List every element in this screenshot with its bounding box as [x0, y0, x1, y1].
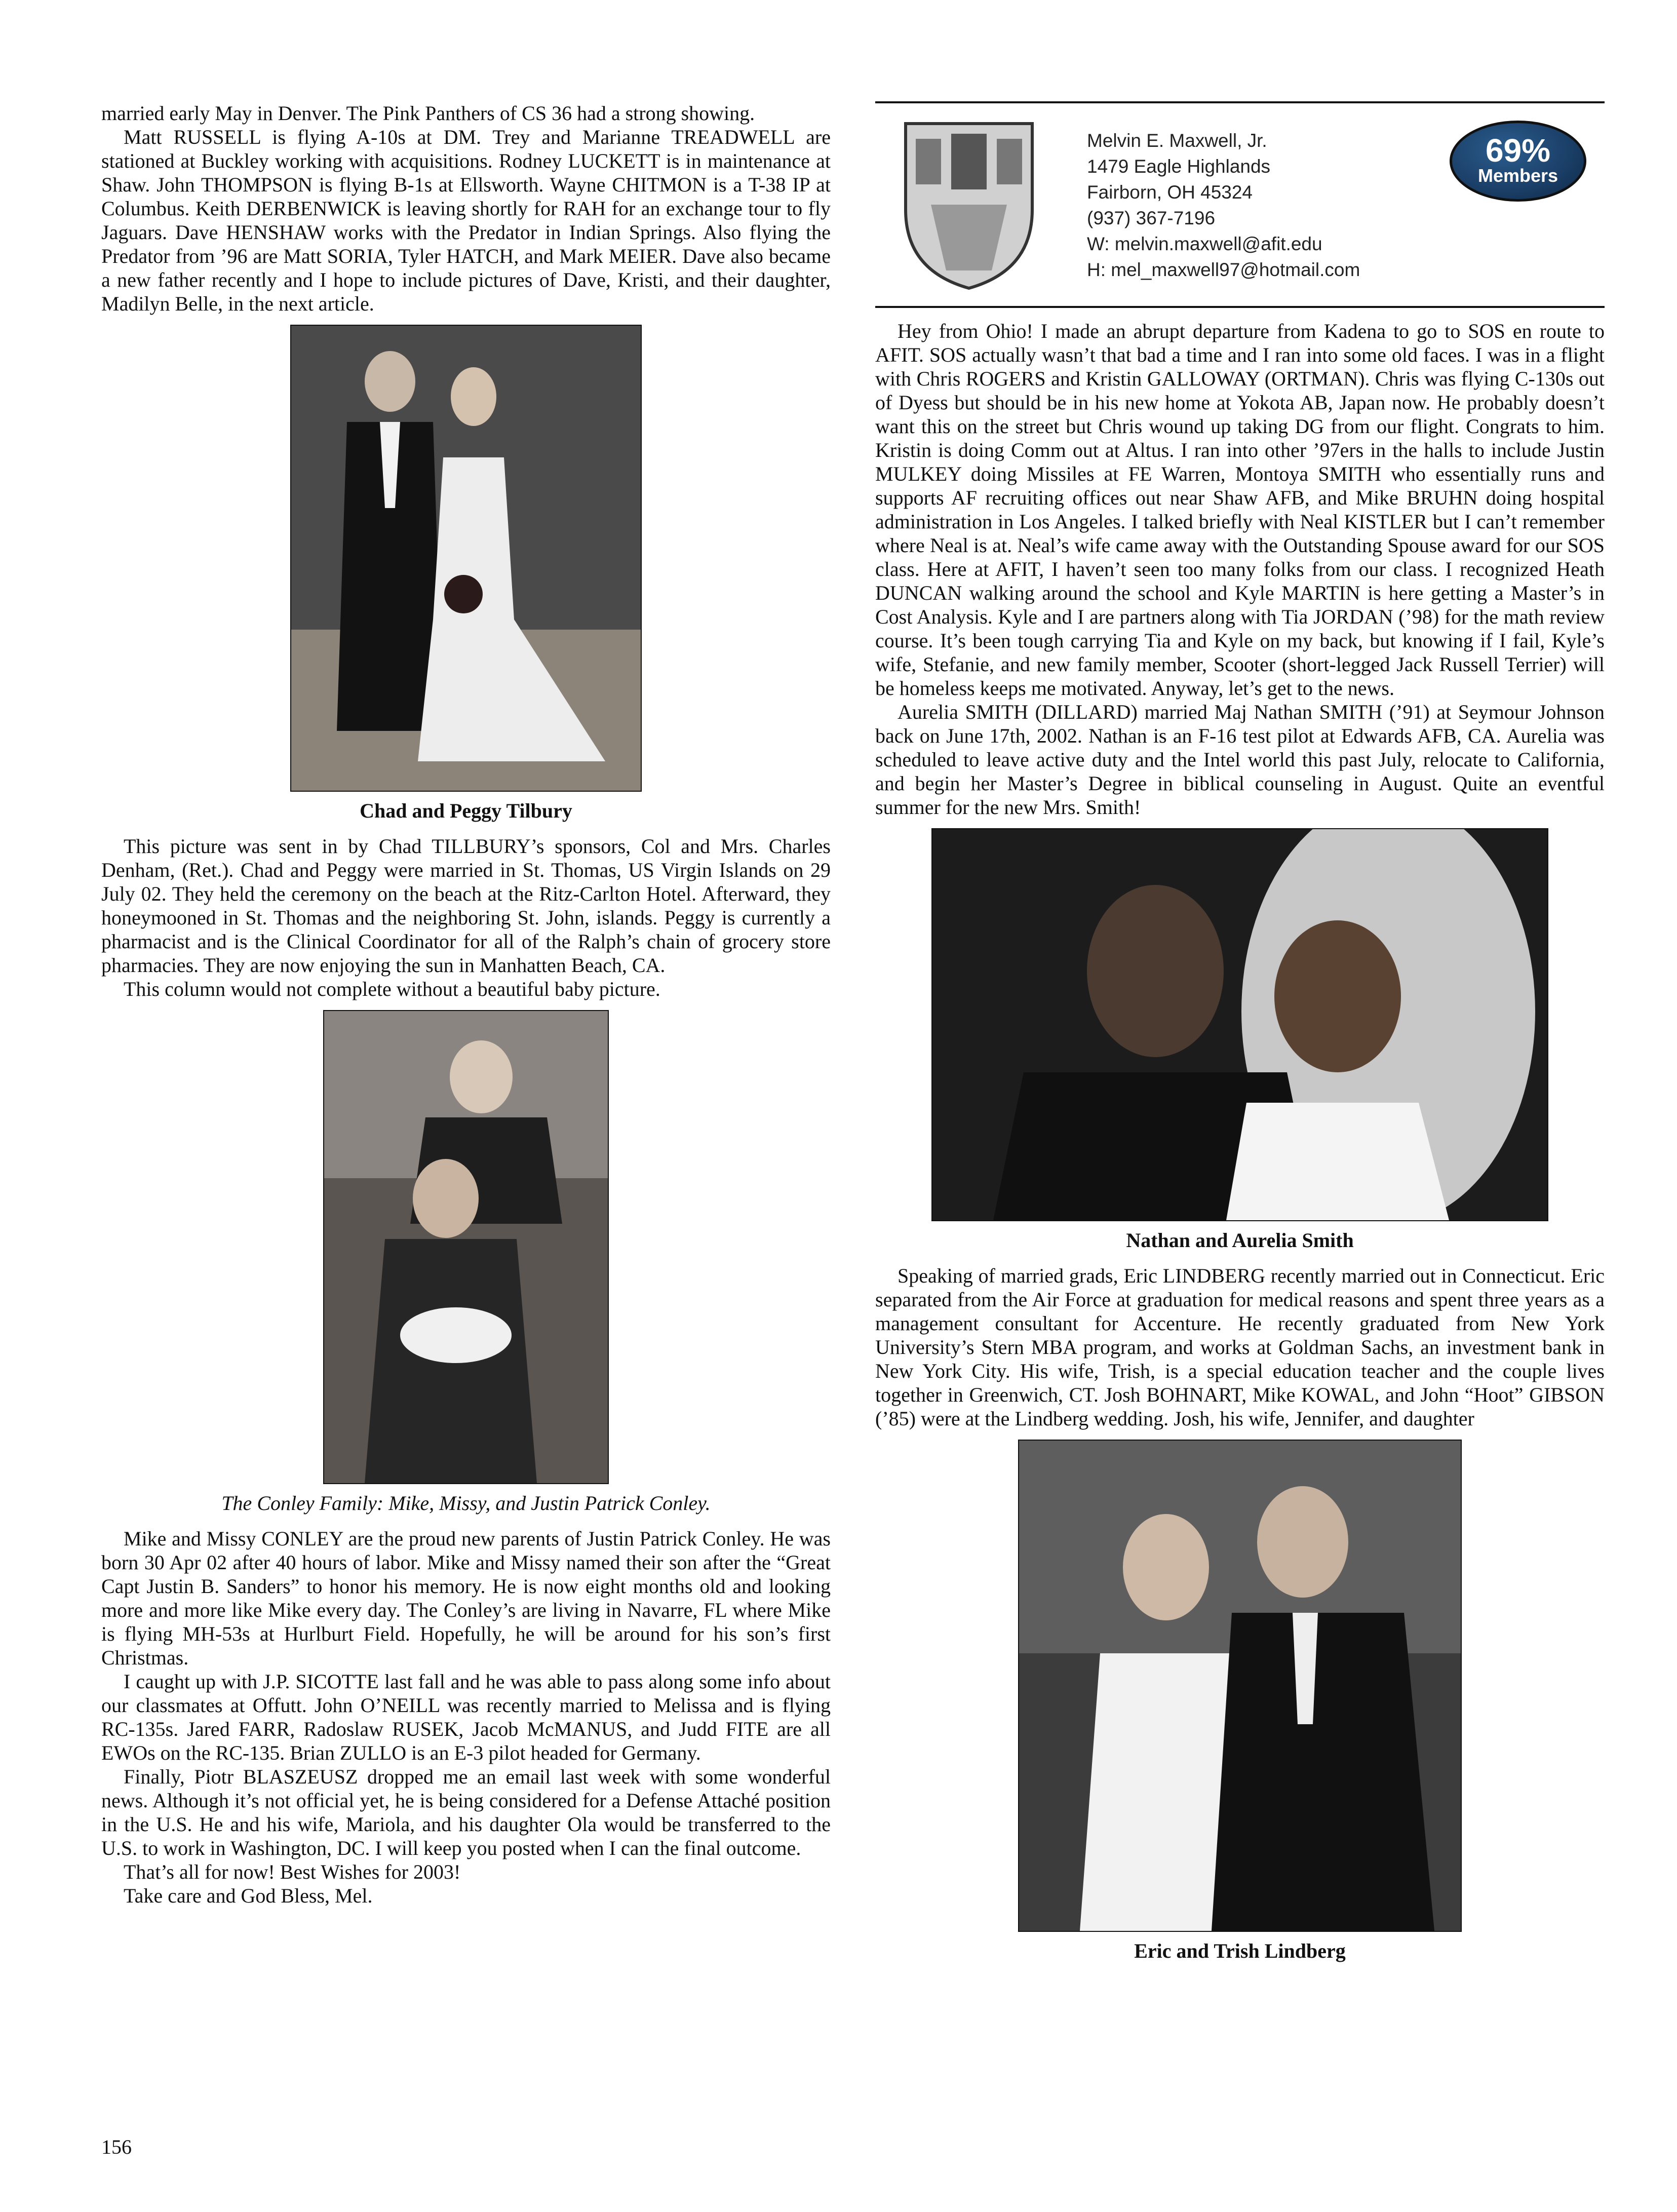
page-number: 156: [101, 2136, 132, 2158]
photo-lindberg-wedding: [1018, 1440, 1462, 1932]
contact-info: [1087, 128, 1360, 283]
contact-name: Melvin E. Maxwell, Jr.: [1087, 130, 1267, 151]
paragraph: Matt RUSSELL is flying A-10s at DM. Trey and Marianne TREADWELL are stationed at Buckley working with acquisitions. Rodney LUCKETT is in maintenance at Shaw. John THOMPSON is flying B-1s at Ellsworth. Wayne CHITMON is a T-38 IP at Columbus. Keith DERBENWICK is leaving shortly for RAH for an exchange tour to fly Jaguars. Dave HENSHAW works with the Predator in Indian Springs. Also flying the Predator from ’96 are Matt SORIA, Tyler HATCH, and Mark MEIER. Dave also became a new father recently and I hope to include pictures of Dave, Kristi, and their daughter, Madilyn Belle, in the next article.: [101, 126, 831, 315]
photo-caption: The Conley Family: Mike, Missy, and Justin Patrick Conley.: [221, 1492, 711, 1515]
membership-badge: [1450, 121, 1586, 202]
paragraph: Aurelia SMITH (DILLARD) married Maj Nathan SMITH (’91) at Seymour Johnson back on June 17th, 2002. Nathan is an F-16 test pilot at Edwards AFB, CA. Aurelia was scheduled to leave active duty and the Intel world this past July, relocate to California, and begin her Master’s Degree in biblical counseling in August. Quite an eventful summer for the new Mrs. Smith!: [875, 701, 1605, 819]
smith-photo-art: [932, 829, 1547, 1220]
paragraph: This column would not complete without a beautiful baby picture.: [124, 978, 660, 1000]
contact-city: Fairborn, OH 45324: [1087, 182, 1253, 203]
paragraph: Mike and Missy CONLEY are the proud new parents of Justin Patrick Conley. He was born 30 Apr 02 after 40 hours of labor. Mike and Missy named their son after the “Great Capt Justin B. Sanders” to honor his memory. He is now eight months old and looking more and more like Mike every day. The Conley’s are living in Navarre, FL where Mike is flying MH-53s at Hurlburt Field. Hopefully, he will be around for his son’s first Christmas.: [101, 1527, 831, 1669]
paragraph: This picture was sent in by Chad TILLBURY’s sponsors, Col and Mrs. Charles Denham, (Ret.). Chad and Peggy were married in St. Thomas, US Virgin Islands on 29 July 02. They held the ceremony on the beach at the Ritz-Carlton Hotel. Afterward, they honeymooned in St. Thomas and the neighboring St. John, islands. Peggy is currently a pharmacist and is the Clinical Coordinator for all of the Ralph’s chain of grocery store pharmacies. They are now enjoying the sun in Manhatten Beach, CA.: [101, 835, 831, 977]
photo-caption: Chad and Peggy Tilbury: [360, 799, 572, 822]
membership-label: Members: [1477, 165, 1558, 186]
photo-caption: Nathan and Aurelia Smith: [1126, 1229, 1354, 1252]
family-photo-art: [324, 1011, 608, 1483]
photo-conley-family: [323, 1010, 609, 1484]
lindberg-photo-art: [1019, 1441, 1461, 1931]
contact-home-email[interactable]: H: mel_maxwell97@hotmail.com: [1087, 259, 1360, 280]
contact-street: 1479 Eagle Highlands: [1087, 156, 1271, 177]
contact-phone: (937) 367-7196: [1087, 208, 1216, 228]
paragraph: That’s all for now! Best Wishes for 2003!: [124, 1860, 461, 1883]
wedding-photo-art: [291, 326, 641, 791]
photo-tilbury-wedding: [290, 325, 642, 792]
paragraph: married early May in Denver. The Pink Panthers of CS 36 had a strong showing.: [101, 102, 755, 125]
paragraph: Take care and God Bless, Mel.: [124, 1884, 373, 1907]
paragraph: Finally, Piotr BLASZEUSZ dropped me an email last week with some wonderful news. Although it’s not official yet, he is being considered for a Defense Attaché position in the U.S. He and his wife, Mariola, and his daughter Ola would be transferred to the U.S. to work in Washington, DC. I will keep you posted when I can the final outcome.: [101, 1765, 831, 1859]
paragraph: Speaking of married grads, Eric LINDBERG recently married out in Connecticut. Eric separated from the Air Force at graduation for medical reasons and spent three years as a management consultant for Accenture. He recently graduated from New York University’s Stern MBA program, and works at Goldman Sachs, an investment bank in New York City. His wife, Trish, is a special education teacher and the couple lives together in Greenwich, CT. Josh BOHNART, Mike KOWAL, and John “Hoot” GIBSON (’85) were at the Lindberg wedding. Josh, his wife, Jennifer, and daughter: [875, 1264, 1605, 1430]
photo-caption: Eric and Trish Lindberg: [1134, 1939, 1346, 1962]
photo-smith-wedding: [931, 828, 1548, 1221]
right-column: [875, 101, 1605, 1974]
left-column: [101, 101, 831, 1908]
class-crest-icon: [901, 119, 1037, 291]
paragraph: I caught up with J.P. SICOTTE last fall and he was able to pass along some info about our classmates at Offutt. John O’NEILL was recently married to Melissa and is flying RC-135s. Jared FARR, Radoslaw RUSEK, Jacob McMANUS, and Judd FITE are all EWOs on the RC-135. Brian ZULLO is an E-3 pilot headed for Germany.: [101, 1670, 831, 1764]
contact-work-email[interactable]: W: melvin.maxwell@afit.edu: [1087, 234, 1322, 254]
membership-percent: 69%: [1485, 132, 1551, 169]
class-contact-box: [875, 101, 1605, 308]
paragraph: Hey from Ohio! I made an abrupt departure from Kadena to go to SOS en route to AFIT. SOS actually wasn’t that bad a time and I ran into some old faces. I was in a flight with Chris ROGERS and Kristin GALLOWAY (ORTMAN). Chris was flying C-130s out of Dyess but should be in his new home at Yokota AB, Japan now. He probably doesn’t want this on the street but Chris wound up taking DG from our flight. Congrats to him. Kristin is doing Comm out at Altus. I ran into other ’97ers in the halls to include Justin MULKEY doing Missiles at FE Warren, Montoya SMITH who essentially runs and supports AF recruiting offices out near Shaw AFB, and Mike BRUHN doing hospital administration in Los Angeles. I talked briefly with Neal KISTLER but I can’t remember where Neal is at. Neal’s wife came away with the Outstanding Spouse award for our SOS class. Here at AFIT, I haven’t seen too many folks from our class. I recognized Heath DUNCAN walking around the school and Kyle MARTIN is here getting a Master’s in Cost Analysis. Kyle and I are partners along with Tia JORDAN (’98) for the math review course. It’s been tough carrying Tia and Kyle on my back, but knowing if I fail, Kyle’s wife, Stefanie, and new family member, Scooter (short-legged Jack Russell Terrier) will be homeless keeps me motivated. Anyway, let’s get to the news.: [875, 320, 1605, 700]
